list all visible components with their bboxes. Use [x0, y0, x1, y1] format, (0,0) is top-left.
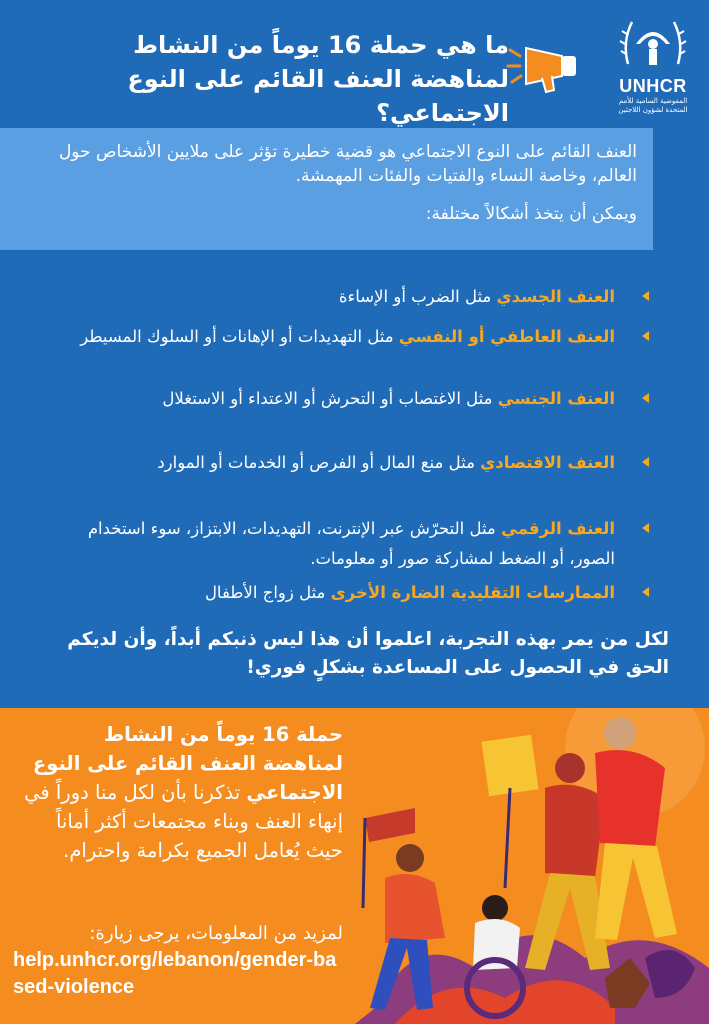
unhcr-logo[interactable] — [610, 14, 696, 124]
header — [0, 0, 709, 128]
campaign-text — [23, 720, 343, 865]
bullet-arrow-icon — [642, 291, 649, 301]
list-item — [49, 448, 649, 514]
intro-forms-label: ويمكن أن يتخذ أشكالاً مختلفة: — [425, 204, 637, 224]
form-desc: مثل التهديدات أو الإهانات أو السلوك المسيطر — [80, 327, 399, 346]
more-info-link[interactable]: help.unhcr.org/lebanon/gender-based-violence — [13, 949, 337, 998]
form-desc: مثل التحرّش عبر الإنترنت، التهديدات، الابتزاز، سوء استخدام الصور، أو الضغط لمشاركة صور أو معلومات. — [87, 519, 615, 568]
forms-list — [49, 282, 649, 618]
list-item — [49, 578, 649, 618]
form-desc: مثل منع المال أو الفرص أو الخدمات أو الموارد — [157, 453, 481, 472]
megaphone-icon — [506, 36, 586, 96]
form-desc: مثل زواج الأطفال — [204, 583, 331, 602]
closing-message: لكل من يمر بهذه التجربة، اعلموا أن هذا ليس ذنبكم أبداً، وأن لديكم الحق في الحصول على المساعدة بشكلٍ فوري! — [67, 629, 669, 678]
intro-text: العنف القائم على النوع الاجتماعي هو قضية خطيرة تؤثر على ملايين الأشخاص حول العالم، وخاصة النساء والفتيات والفئات المهمشة. — [58, 142, 637, 186]
form-term: الممارسات التقليدية الضارة الأخرى — [330, 583, 615, 602]
list-item — [49, 384, 649, 448]
form-term: العنف الجنسي — [497, 389, 615, 408]
list-item — [49, 322, 649, 384]
list-item — [49, 514, 649, 578]
more-info — [13, 920, 343, 1001]
campaign-bold: حملة 16 يوماً من النشاط لمناهضة العنف القائم على النوع الاجتماعي — [32, 723, 343, 804]
form-term: العنف العاطفي أو النفسي — [398, 327, 615, 346]
bullet-arrow-icon — [642, 331, 649, 341]
logo-subtitle: المفوضية السامية للأمم المتحدة لشؤون اللاجئين — [618, 97, 688, 114]
bullet-arrow-icon — [642, 457, 649, 467]
more-info-label: لمزيد من المعلومات، يرجى زيارة: — [89, 923, 343, 944]
intro-box — [0, 128, 653, 250]
bullet-arrow-icon — [642, 393, 649, 403]
list-item — [49, 282, 649, 322]
form-desc: مثل الاغتصاب أو التحرش أو الاعتداء أو الاستغلال — [162, 389, 498, 408]
bullet-arrow-icon — [642, 523, 649, 533]
logo-name: UNHCR — [619, 76, 687, 96]
form-term: العنف الرقمي — [501, 519, 615, 538]
unhcr-logo-icon — [618, 14, 688, 72]
page-title: ما هي حملة 16 يوماً من النشاط لمناهضة العنف القائم على النوع الاجتماعي؟ — [127, 31, 509, 127]
campaign-body: تذكرنا بأن لكل منا دوراً في إنهاء العنف وبناء مجتمعات أكثر أماناً حيث يُعامل الجميع بكرامة واحترام. — [24, 781, 343, 862]
protest-illustration — [355, 708, 709, 1024]
form-term: العنف الجسدي — [496, 287, 615, 306]
form-term: العنف الاقتصادي — [480, 453, 615, 472]
bullet-arrow-icon — [642, 587, 649, 597]
campaign-section — [0, 708, 709, 1024]
form-desc: مثل الضرب أو الإساءة — [338, 287, 497, 306]
